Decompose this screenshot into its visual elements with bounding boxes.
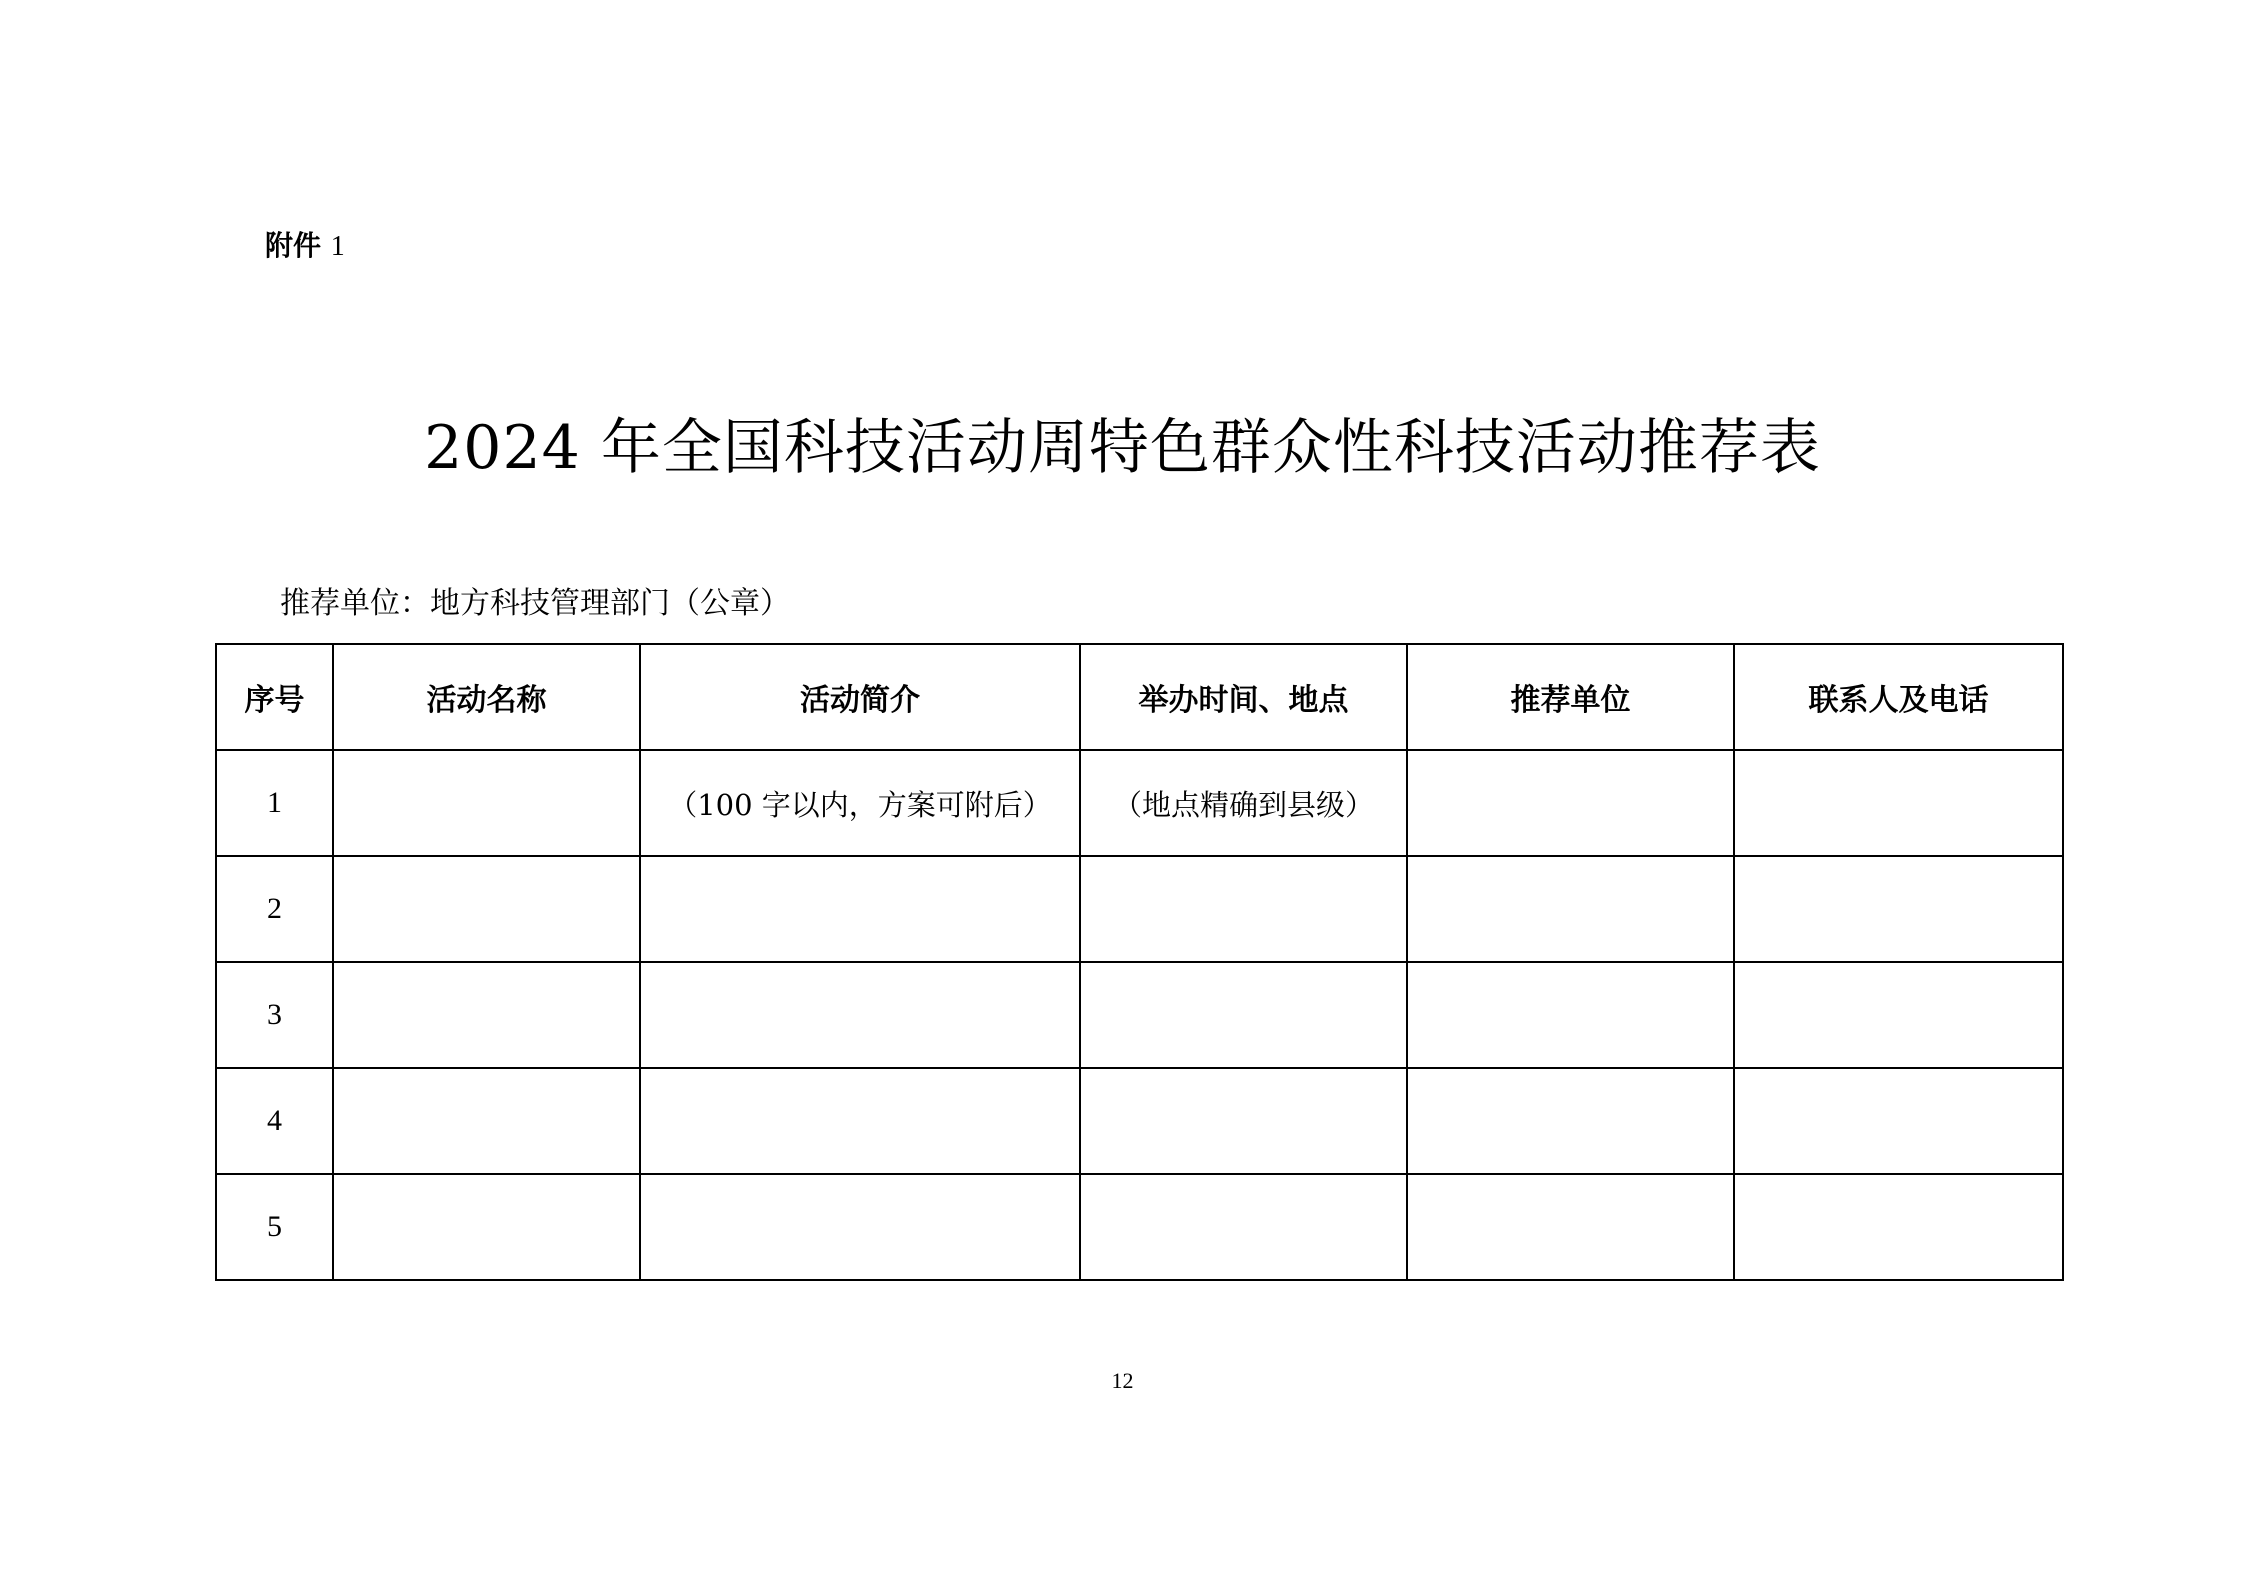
cell-activity-name[interactable] bbox=[333, 962, 640, 1068]
cell-activity-intro[interactable] bbox=[640, 1174, 1080, 1280]
cell-recommending-unit[interactable] bbox=[1407, 1068, 1734, 1174]
cell-activity-intro[interactable] bbox=[640, 1068, 1080, 1174]
cell-contact[interactable] bbox=[1734, 856, 2063, 962]
cell-contact[interactable] bbox=[1734, 1174, 2063, 1280]
row-index: 2 bbox=[216, 856, 333, 962]
cell-contact[interactable] bbox=[1734, 1068, 2063, 1174]
header-recommending-unit: 推荐单位 bbox=[1407, 644, 1734, 750]
header-index: 序号 bbox=[216, 644, 333, 750]
table-row bbox=[216, 1174, 2063, 1280]
cell-recommending-unit[interactable] bbox=[1407, 750, 1734, 856]
header-contact: 联系人及电话 bbox=[1734, 644, 2063, 750]
page-number: 12 bbox=[1111, 1368, 1134, 1393]
cell-activity-intro[interactable]: （100 字以内，方案可附后） bbox=[640, 750, 1080, 856]
cell-time-place[interactable] bbox=[1080, 1068, 1407, 1174]
attachment-text: 附件 bbox=[265, 229, 322, 262]
cell-activity-name[interactable] bbox=[333, 1174, 640, 1280]
cell-recommending-unit[interactable] bbox=[1407, 856, 1734, 962]
row-index: 3 bbox=[216, 962, 333, 1068]
cell-contact[interactable] bbox=[1734, 750, 2063, 856]
attachment-number: 1 bbox=[330, 231, 345, 262]
cell-recommending-unit[interactable] bbox=[1407, 962, 1734, 1068]
cell-recommending-unit[interactable] bbox=[1407, 1174, 1734, 1280]
header-activity-name: 活动名称 bbox=[333, 644, 640, 750]
cell-time-place[interactable] bbox=[1080, 1174, 1407, 1280]
table-row bbox=[216, 962, 2063, 1068]
document-title: 2024 年全国科技活动周特色群众性科技活动推荐表 bbox=[424, 413, 1821, 483]
cell-activity-intro[interactable] bbox=[640, 856, 1080, 962]
attachment-label bbox=[265, 226, 345, 267]
row-index: 5 bbox=[216, 1174, 333, 1280]
cell-activity-name[interactable] bbox=[333, 856, 640, 962]
cell-time-place[interactable] bbox=[1080, 962, 1407, 1068]
table-header-row bbox=[216, 644, 2063, 750]
cell-time-place[interactable]: （地点精确到县级） bbox=[1080, 750, 1407, 856]
cell-activity-intro[interactable] bbox=[640, 962, 1080, 1068]
header-time-place: 举办时间、地点 bbox=[1080, 644, 1407, 750]
table-row bbox=[216, 750, 2063, 856]
recommender-line: 推荐单位：地方科技管理部门（公章） bbox=[280, 586, 790, 621]
row-index: 1 bbox=[216, 750, 333, 856]
cell-activity-name[interactable] bbox=[333, 750, 640, 856]
cell-time-place[interactable] bbox=[1080, 856, 1407, 962]
header-activity-intro: 活动简介 bbox=[640, 644, 1080, 750]
table-row bbox=[216, 856, 2063, 962]
cell-activity-name[interactable] bbox=[333, 1068, 640, 1174]
table-row bbox=[216, 1068, 2063, 1174]
cell-contact[interactable] bbox=[1734, 962, 2063, 1068]
row-index: 4 bbox=[216, 1068, 333, 1174]
recommendation-table bbox=[215, 643, 2064, 1281]
